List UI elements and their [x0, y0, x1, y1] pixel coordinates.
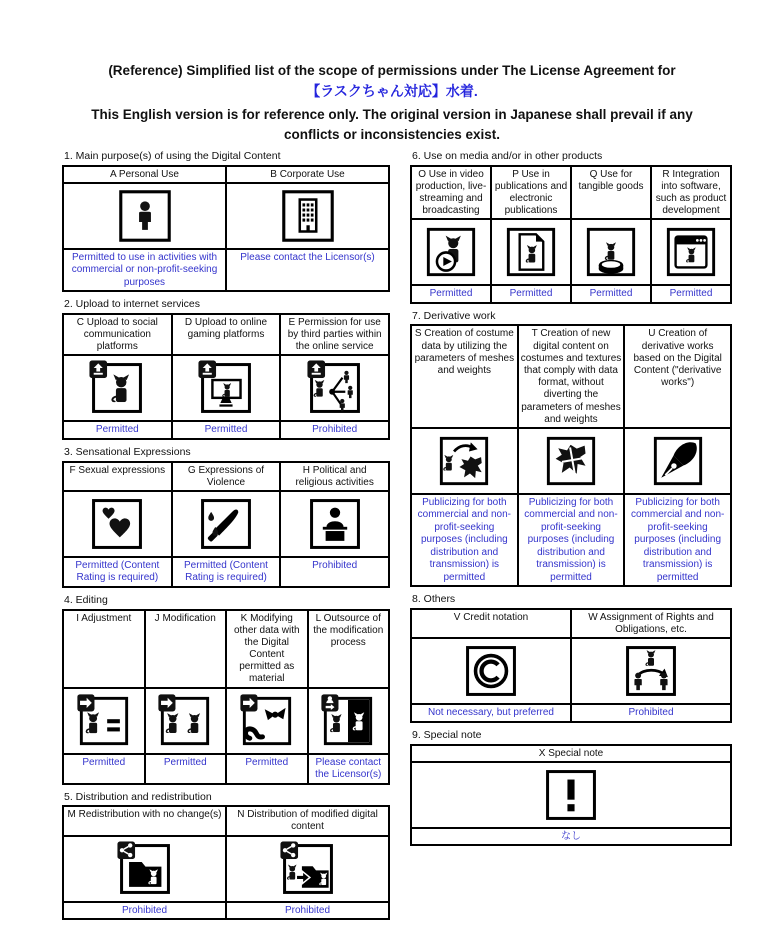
section-1-table — [62, 165, 390, 293]
title-line-3-disclaimer: This English version is for reference only. The original version in Japanese shall prevail if any conflicts or inconsistencies exist. — [91, 107, 693, 143]
cell-i-header: I Adjustment — [64, 611, 144, 687]
section-8-table — [410, 608, 732, 723]
cell-i-icon-cell — [64, 689, 144, 753]
exclamation-icon — [541, 765, 601, 825]
cell-k-header: K Modifying other data with the Digital Content permitted as material — [227, 611, 307, 687]
section-media-products — [410, 150, 732, 304]
cell-u-header: U Creation of derivative works based on the Digital Content ("derivative works") — [625, 326, 730, 427]
cell-d-icon-cell — [173, 356, 280, 420]
cell-v-icon-cell — [412, 639, 570, 703]
pen-nib-icon — [649, 432, 707, 490]
building-icon — [277, 185, 339, 247]
cell-m-header: M Redistribution with no change(s) — [64, 807, 225, 834]
cell-h-status: Prohibited — [281, 558, 388, 586]
cell-h-header: H Political and religious activities — [281, 463, 388, 490]
cell-u-status: Publicizing for both commercial and non-profit-seeking purposes (including distribution and transmission) is permitted — [625, 495, 730, 586]
cell-x-icon-cell — [412, 763, 730, 827]
cell-o-status: Permitted — [412, 286, 490, 302]
section-8-label: 8. Others — [412, 593, 456, 606]
section-7-label: 7. Derivative work — [412, 309, 496, 322]
third-party-share-icon — [305, 358, 365, 418]
cell-w-status: Prohibited — [572, 705, 730, 721]
cell-c-header: C Upload to social communication platforms — [64, 315, 171, 355]
cell-t-icon-cell — [519, 429, 624, 493]
new-costume-content-icon — [542, 432, 600, 490]
section-6-table — [410, 165, 732, 304]
section-7-table — [410, 324, 732, 587]
section-3-label: 3. Sensational Expressions — [64, 445, 191, 458]
modify-other-data-icon — [238, 692, 296, 750]
cell-e-header: E Permission for use by third parties within the online service — [281, 315, 388, 355]
section-5-table — [62, 805, 390, 920]
cell-s-header: S Creation of costume data by utilizing the parameters of meshes and weights — [412, 326, 517, 427]
title-line-2-product-name: 【ラスクちゃん対応】水着. — [306, 83, 478, 100]
cell-a-status: Permitted to use in activities with commercial or non-profit-seeking purposes — [64, 250, 225, 291]
cell-l-icon-cell — [309, 689, 389, 753]
figurine-icon — [582, 223, 640, 281]
right-column — [410, 150, 732, 852]
cell-a-icon-cell — [64, 184, 225, 248]
knife-icon — [196, 494, 256, 554]
cell-e-icon-cell — [281, 356, 388, 420]
software-window-icon — [662, 223, 720, 281]
modification-figures-icon — [156, 692, 214, 750]
cell-s-status: Publicizing for both commercial and non-profit-seeking purposes (including distribution and transmission) is permitted — [412, 495, 517, 586]
cell-o-header: O Use in video production, live-streaming and broadcasting — [412, 167, 490, 219]
cell-p-header: P Use in publications and electronic publications — [492, 167, 570, 219]
cell-h-icon-cell — [281, 492, 388, 556]
section-9-table — [410, 744, 732, 847]
cell-f-header: F Sexual expressions — [64, 463, 171, 490]
cell-g-icon-cell — [173, 492, 280, 556]
section-3-table — [62, 461, 390, 588]
cell-n-header: N Distribution of modified digital content — [227, 807, 388, 834]
cell-j-icon-cell — [146, 689, 226, 753]
cell-t-status: Publicizing for both commercial and non-profit-seeking purposes (including distribution and transmission) is permitted — [519, 495, 624, 586]
cell-i-status: Permitted — [64, 755, 144, 783]
cell-t-header: T Creation of new digital content on costumes and textures that comply with data format, without diverting the parameters of meshes and weights — [519, 326, 624, 427]
cell-r-status: Permitted — [652, 286, 730, 302]
cell-s-icon-cell — [412, 429, 517, 493]
cell-r-header: R Integration into software, such as product development — [652, 167, 730, 219]
cell-n-icon-cell — [227, 837, 388, 901]
cell-q-status: Permitted — [572, 286, 650, 302]
cell-r-icon-cell — [652, 220, 730, 284]
cell-u-icon-cell — [625, 429, 730, 493]
section-main-purpose — [62, 150, 390, 292]
cell-b-header: B Corporate Use — [227, 167, 388, 182]
cell-q-header: Q Use for tangible goods — [572, 167, 650, 219]
section-editing — [62, 594, 390, 785]
cell-d-header: D Upload to online gaming platforms — [173, 315, 280, 355]
section-sensational — [62, 446, 390, 588]
cell-p-status: Permitted — [492, 286, 570, 302]
cell-k-status: Permitted — [227, 755, 307, 783]
cell-j-header: J Modification — [146, 611, 226, 687]
cell-a-header: A Personal Use — [64, 167, 225, 182]
cell-g-status: Permitted (Content Rating is required) — [173, 558, 280, 586]
adjustment-equals-icon — [75, 692, 133, 750]
section-derivative-work — [410, 310, 732, 588]
cell-m-status: Prohibited — [64, 903, 225, 919]
cell-l-header: L Outsource of the modification process — [309, 611, 389, 687]
hearts-icon — [87, 494, 147, 554]
section-upload-internet — [62, 298, 390, 440]
cell-f-icon-cell — [64, 492, 171, 556]
cell-c-icon-cell — [64, 356, 171, 420]
section-distribution — [62, 791, 390, 920]
cell-k-icon-cell — [227, 689, 307, 753]
copyright-icon — [461, 641, 521, 701]
cell-g-header: G Expressions of Violence — [173, 463, 280, 490]
section-6-label: 6. Use on media and/or in other products — [412, 150, 603, 162]
cell-j-status: Permitted — [146, 755, 226, 783]
section-9-label: 9. Special note — [412, 728, 482, 741]
costume-data-icon — [435, 432, 493, 490]
cell-w-icon-cell — [572, 639, 730, 703]
cell-b-icon-cell — [227, 184, 388, 248]
upload-social-icon — [87, 358, 147, 418]
cell-x-header: X Special note — [412, 746, 730, 761]
modified-distribution-folder-icon — [278, 839, 338, 899]
outsource-icon — [319, 692, 377, 750]
cell-l-status: Please contact the Licensor(s) — [309, 755, 389, 783]
cell-n-status: Prohibited — [227, 903, 388, 919]
cell-c-status: Permitted — [64, 422, 171, 438]
rights-assignment-icon — [621, 641, 681, 701]
cell-f-status: Permitted (Content Rating is required) — [64, 558, 171, 586]
section-others — [410, 593, 732, 722]
section-4-table — [62, 609, 390, 785]
upload-gaming-icon — [196, 358, 256, 418]
title-line-1: (Reference) Simplified list of the scope of permissions under The License Agreement for — [108, 63, 676, 78]
cell-m-icon-cell — [64, 837, 225, 901]
cell-w-header: W Assignment of Rights and Obligations, etc. — [572, 610, 730, 637]
cell-q-icon-cell — [572, 220, 650, 284]
cell-d-status: Permitted — [173, 422, 280, 438]
cell-v-header: V Credit notation — [412, 610, 570, 637]
publication-page-icon — [502, 223, 560, 281]
video-play-icon — [422, 223, 480, 281]
redistribution-folder-icon — [115, 839, 175, 899]
person-icon — [114, 185, 176, 247]
section-5-label: 5. Distribution and redistribution — [64, 790, 212, 803]
section-4-label: 4. Editing — [64, 593, 108, 606]
section-2-table — [62, 313, 390, 440]
cell-b-status: Please contact the Licensor(s) — [227, 250, 388, 291]
cell-p-icon-cell — [492, 220, 570, 284]
section-1-label: 1. Main purpose(s) of using the Digital Content — [64, 150, 281, 162]
cell-x-status: なし — [412, 829, 730, 845]
cell-e-status: Prohibited — [281, 422, 388, 438]
section-special-note — [410, 729, 732, 846]
cell-o-icon-cell — [412, 220, 490, 284]
cell-v-status: Not necessary, but preferred — [412, 705, 570, 721]
document-title — [40, 62, 744, 146]
podium-speech-icon — [305, 494, 365, 554]
left-column — [62, 150, 390, 926]
section-2-label: 2. Upload to internet services — [64, 298, 200, 311]
